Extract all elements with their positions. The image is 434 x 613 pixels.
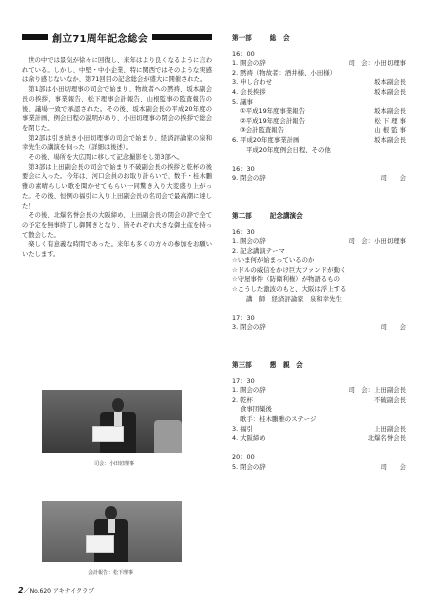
program-line xyxy=(232,237,406,247)
program-item: ☆こうした激波のもと、大阪は浮上する xyxy=(232,285,347,294)
program-item: 2. 黙祷（物故者：酒井様、小田様） xyxy=(232,68,336,77)
program-person: 司 会 xyxy=(380,462,406,471)
program-person: 司 会：小田切理事 xyxy=(348,59,406,68)
program-line xyxy=(232,396,406,406)
program-column xyxy=(232,34,406,473)
program-part-3 xyxy=(232,361,406,473)
program-person: 司 会 xyxy=(380,174,406,183)
issue-label: ／No.620 アキナイクラブ xyxy=(23,588,95,595)
article-paragraph: 第1部は小田切理事の司会で始まり、物故者への黙祷、坂本副会長の挨拶、事業報告、松下理事会計報告、山根監事の監査報告の後、議場一致で承認された。その後、坂本副会長の平成20年度の事業計画、例会日程の説明があり、小田切理事の閉会の挨拶で総会を閉じた。 xyxy=(22,86,212,132)
program-item: 6. 平成20年度事業計画 xyxy=(232,135,300,144)
program-line xyxy=(232,78,406,88)
program-line xyxy=(232,434,406,444)
program-item: 5. 閉会の辞 xyxy=(232,462,266,471)
part-label: 第三部 xyxy=(232,361,252,370)
program-item: 1. 開会の辞 xyxy=(232,59,266,68)
part-name: 総 会 xyxy=(269,34,290,42)
part-name: 懇 親 会 xyxy=(269,361,303,370)
page-footer xyxy=(18,586,94,595)
program-person: 坂本副会長 xyxy=(374,135,406,144)
program-item: ☆ドルの威信をかけ巨大ファンドが動く xyxy=(232,265,347,274)
photo-caption: 司会：小田切理事 xyxy=(94,461,135,467)
program-line xyxy=(232,453,406,463)
program-line xyxy=(232,50,406,60)
program-item: 3. 福引 xyxy=(232,424,253,433)
program-line xyxy=(232,405,406,415)
program-item xyxy=(232,304,406,314)
program-person: 松 下 理 事 xyxy=(374,116,406,125)
program-line xyxy=(232,314,406,324)
program-item: 5. 議事 xyxy=(232,97,253,106)
program-item: 17：30 xyxy=(232,313,255,322)
program-item: ②平成19年度会計報告 xyxy=(240,116,305,125)
program-line xyxy=(232,386,406,396)
program-person: 司 会：小田切理事 xyxy=(348,237,406,246)
program-item: 2. 乾杯 xyxy=(232,395,253,404)
page-number: 2 xyxy=(18,586,24,595)
program-item: 1. 開会の辞 xyxy=(232,237,266,246)
program-person: 司 会 xyxy=(380,323,406,332)
program-item: 歌手：桂木鵬雅のステージ xyxy=(240,415,317,423)
program-item xyxy=(232,444,406,454)
program-person: 坂本副会長 xyxy=(374,87,406,96)
program-line xyxy=(232,136,406,146)
article-paragraph: 楽しく有意義な時間であった。来年も多くの方々の参加をお願いいたします。 xyxy=(22,241,212,259)
program-line xyxy=(232,59,406,69)
photo-treasurer xyxy=(42,501,182,562)
program-person: 坂本副会長 xyxy=(374,78,406,87)
program-line xyxy=(232,107,406,117)
program-line xyxy=(232,165,406,175)
program-person: 坂本副会長 xyxy=(374,107,406,116)
part-label: 第一部 xyxy=(232,34,252,42)
article-paragraph: 世の中では景気が徐々に回復し、来年はより良くなるように言われている。しかし、中堅・中小企業、特に関西ではそのような実感は余り感じないなか、第71回目の記念総会が盛大に開催された。 xyxy=(22,57,212,84)
program-line xyxy=(232,415,406,425)
program-item xyxy=(232,155,406,165)
program-item: 3. 閉会の辞 xyxy=(232,323,266,332)
article-title: 創立71周年記念総会 xyxy=(52,33,148,45)
program-line xyxy=(232,98,406,108)
program-item: 食事団欒後 xyxy=(240,405,272,414)
article-paragraph: その後、北爆名誉会長の大阪締め、上田副会長の閉会の辞で全ての予定を無事終了し御開きとなり、皆それぞれ大きな御土産を持って散会した。 xyxy=(22,212,212,239)
program-part-2 xyxy=(232,212,406,333)
heading-bar-right xyxy=(152,34,212,40)
program-item: 1. 開会の辞 xyxy=(232,386,266,395)
part-heading xyxy=(232,212,406,222)
program-line xyxy=(232,146,406,156)
program-item: 17：30 xyxy=(232,376,255,385)
article-body xyxy=(22,56,212,260)
program-item: 平成20年度例会日程、その他 xyxy=(246,145,331,154)
program-line xyxy=(232,126,406,136)
program-item: ①平成19年度事業報告 xyxy=(240,107,305,116)
program-item: 16：00 xyxy=(232,49,255,58)
part-heading xyxy=(232,34,406,44)
program-line xyxy=(232,88,406,98)
program-line xyxy=(232,285,406,295)
program-line xyxy=(232,425,406,435)
program-line xyxy=(232,275,406,285)
program-line xyxy=(232,377,406,387)
part-label: 第二部 xyxy=(232,211,252,220)
program-item: ☆いま何が始まっているのか xyxy=(232,256,315,265)
program-line xyxy=(232,174,406,184)
program-line xyxy=(232,295,406,305)
program-line xyxy=(232,228,406,238)
heading-bar-left xyxy=(22,34,48,40)
program-item: 講 師 経済評論家 泉和幸先生 xyxy=(246,294,342,303)
program-line xyxy=(232,247,406,257)
program-line xyxy=(232,444,406,454)
part-heading xyxy=(232,361,406,371)
program-line xyxy=(232,304,406,314)
program-line xyxy=(232,69,406,79)
program-item: 2. 記念講演テーマ xyxy=(232,246,285,255)
program-person: 不破副会長 xyxy=(374,395,406,404)
program-item: 3. 申し合わせ xyxy=(232,78,273,87)
article-heading xyxy=(22,30,212,44)
program-item: 9. 閉会の辞 xyxy=(232,174,266,183)
photo-mc xyxy=(42,390,182,453)
program-person: 司 会：上田副会長 xyxy=(348,386,406,395)
article-paragraph: 第3部は上田副会長の司会で始まり不破副会長の挨拶と乾杯の後要会に入った。今年は、河口会員のお取り計らいで、数千・桂木鵬雅の素晴らしい歌を聞かせてもらい一同驚き入り大変盛り上がった。その後、恒例の福引に入り上田副会長の名司会で最高潮に達した！ xyxy=(22,163,212,210)
program-item: 16：30 xyxy=(232,164,255,173)
program-item: 4. 会長挨拶 xyxy=(232,87,266,96)
program-line xyxy=(232,256,406,266)
program-item: 16：30 xyxy=(232,227,255,236)
program-line xyxy=(232,463,406,473)
program-line xyxy=(232,155,406,165)
program-part-1 xyxy=(232,34,406,184)
program-item: 4. 大阪締め xyxy=(232,434,266,443)
article-paragraph: その後、場所を大広間に移して記念撮影をし第3部へ。 xyxy=(28,154,184,162)
article-column xyxy=(22,30,212,260)
program-line xyxy=(232,323,406,333)
program-item: ☆守屋事件（防衛利権）が物語るもの xyxy=(232,275,340,284)
article-paragraph: 第2部は引き続き小田切理事の司会で始まり、経済評論家の泉和幸先生の講演を伺った（詳細は後述）。 xyxy=(22,134,212,152)
program-item: ③会計監査報告 xyxy=(240,126,285,135)
program-person: 山 根 監 事 xyxy=(374,126,406,135)
program-line xyxy=(232,117,406,127)
program-person: 北爆名誉会長 xyxy=(367,434,406,443)
program-person: 上田副会長 xyxy=(374,424,406,433)
program-item: 20：00 xyxy=(232,453,255,462)
part-name: 記念講演会 xyxy=(269,211,303,220)
photo-caption: 会計報告：松下理事 xyxy=(88,570,134,576)
